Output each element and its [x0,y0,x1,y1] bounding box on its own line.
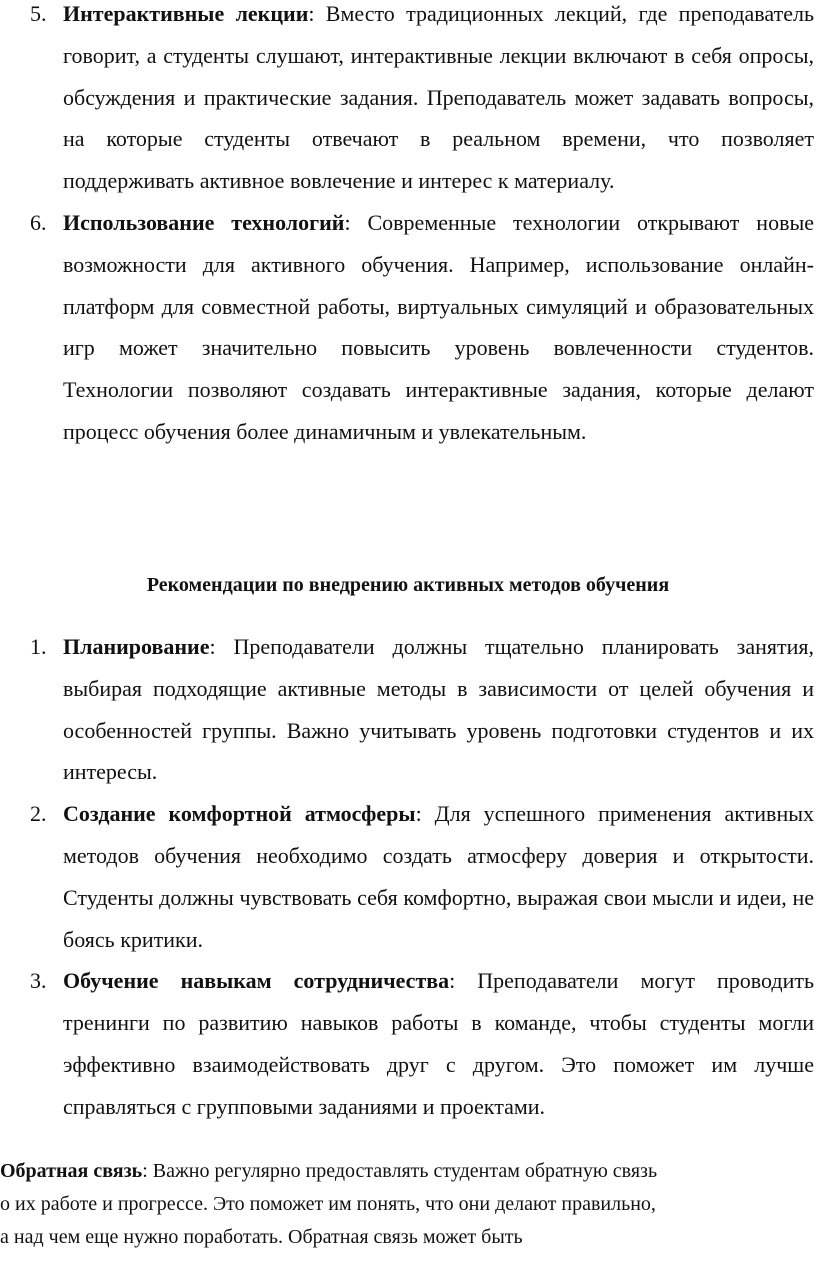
numbered-list-recommendations [0,626,816,1128]
list-item-term: Использование технологий [63,209,345,235]
feedback-line-3: а над чем еще нужно поработать. Обратная связь может быть [0,1226,523,1248]
list-item-text: : Преподаватели должны тщательно планировать занятия, выбирая подходящие активные методы в зависимости от целей обучения и особенностей группы. Важно учитывать уровень подготовки студентов и их интересы. [63,634,814,785]
list-item-comfortable-atmosphere [0,793,816,960]
numbered-list-methods [0,0,816,453]
list-item-text: : Для успешного применения активных методов обучения необходимо создать атмосферу доверия и открытости. Студенты должны чувствовать себя комфортно, выражая свои мысли и идеи, не боясь критики. [63,801,814,952]
list-item-text: : Вместо традиционных лекций, где преподаватель говорит, а студенты слушают, интерактивные лекции включают в себя опросы, обсуждения и практические задания. Преподаватель может задавать вопросы, на которые студенты отвечают в реальном времени, что позволяет поддерживать активное вовлечение и интерес к материалу. [63,1,814,194]
list-item-term: Обучение навыкам сотрудничества [63,968,450,994]
list-item-number: 2. [30,801,47,827]
list-item-number: 5. [30,1,47,26]
list-item-number: 6. [30,209,47,235]
feedback-paragraph [0,1155,812,1254]
list-item-number: 1. [30,634,47,659]
list-item-term: Создание комфортной атмосферы [63,801,416,827]
list-item-text: : Современные технологии открывают новые возможности для активного обучения. Например, использование онлайн-платформ для совместной работы, виртуальных симуляций и образовательных игр может значительно повысить уровень вовлеченности студентов. Технологии позволяют создавать интерактивные задания, которые делают процесс обучения более динамичным и увлекательным. [63,209,814,444]
list-item-technologies [0,202,816,453]
list-item-number: 3. [30,968,47,994]
list-item-interactive-lectures [0,0,816,202]
feedback-line-1: : Важно регулярно предоставлять студентам обратную связь [142,1160,658,1182]
feedback-line-2: о их работе и прогрессе. Это поможет им понять, что они делают правильно, [0,1193,656,1215]
list-item-term: Планирование [63,634,210,659]
feedback-term: Обратная связь [0,1160,143,1182]
list-item-collaboration-skills [0,960,816,1127]
list-item-term: Интерактивные лекции [63,1,309,26]
list-item-text: : Преподаватели могут проводить тренинги по развитию навыков работы в команде, чтобы студенты могли эффективно взаимодействовать друг с другом. Это поможет им лучше справляться с групповыми заданиями и проектами. [63,968,815,1119]
list-item-planning [0,626,816,793]
section-heading: Рекомендации по внедрению активных методов обучения [146,574,670,596]
